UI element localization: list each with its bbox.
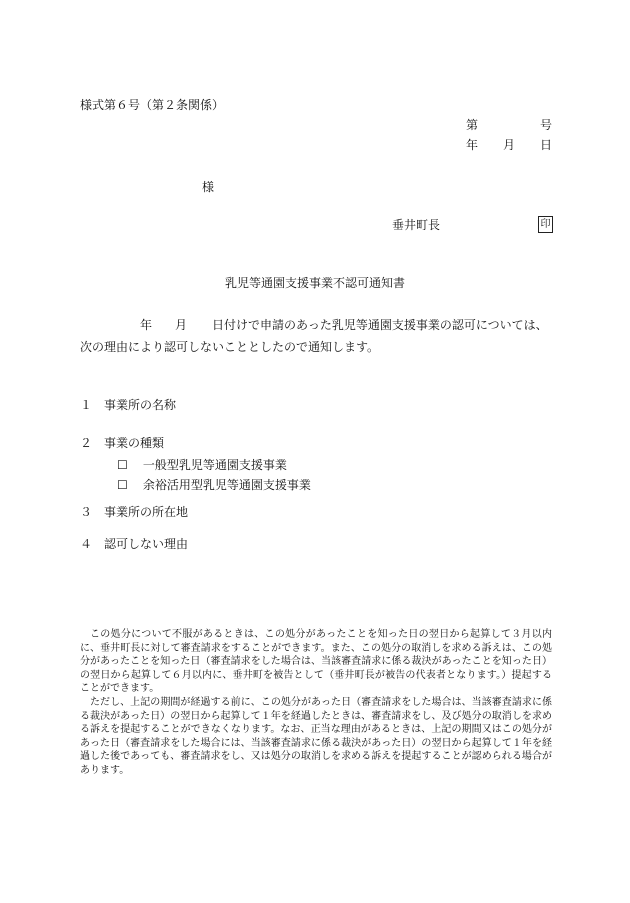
checkbox-icon[interactable]: ☐	[117, 458, 128, 472]
item-4-number: ４	[80, 537, 93, 551]
doc-number-go: 号	[540, 118, 553, 132]
body-year: 年	[140, 318, 153, 332]
notice-paragraph-2: ただし、上記の期間が経過する前に、この処分があった日（審査請求をした場合は、当該審査請求に係る裁決があった日）の翌日から起算して１年を経過したときは、審査請求をし、及び処分の取消しを求める訴えを提起することができなくなります。なお、正当な理由があるときは、上記の期間又はこの処分があった日（審査請求をした場合には、当該審査請求に係る裁決があった日）の翌日から起算して１年を経過した後であっても、審査請求をし、又は処分の取消しを求める訴えを提起することが認められる場合があります。	[80, 696, 552, 776]
item-2-number: ２	[80, 436, 93, 450]
form-number: 様式第６号（第２条関係）	[80, 98, 225, 112]
sender-name: 垂井町長	[392, 218, 441, 232]
item-1-label: 事業所の名称	[104, 398, 177, 412]
appeal-notice	[80, 628, 552, 778]
item-2-label: 事業の種類	[104, 436, 165, 450]
option-general	[117, 458, 287, 472]
document-title: 乳児等通園支援事業不認可通知書	[225, 276, 406, 290]
date-day: 日	[540, 138, 553, 152]
body-month: 月	[175, 318, 188, 332]
option-label: 余裕活用型乳児等通園支援事業	[142, 478, 311, 492]
item-3-number: ３	[80, 505, 93, 519]
option-label: 一般型乳児等通園支援事業	[142, 458, 287, 472]
checkbox-icon[interactable]: ☐	[117, 478, 128, 492]
date-year: 年	[466, 138, 479, 152]
date-month: 月	[503, 138, 516, 152]
doc-number-dai: 第	[466, 118, 479, 132]
addressee-honorific: 様	[202, 180, 215, 194]
seal-mark: 印	[538, 216, 553, 233]
item-1-number: １	[80, 398, 93, 412]
body-line2: 次の理由により認可しないこととしたので通知します。	[80, 340, 380, 354]
item-4-label: 認可しない理由	[104, 537, 189, 551]
notice-paragraph-1: この処分について不服があるときは、この処分があったことを知った日の翌日から起算して３月以内に、垂井町長に対して審査請求をすることができます。また、この処分の取消しを求める訴えは、この処分があったことを知った日（審査請求をした場合は、当該審査請求に係る裁決があったことを知った日）の翌日から起算して６月以内に、垂井町を被告として（垂井町長が被告の代表者となります。）提起することができます。	[80, 629, 552, 695]
option-surplus	[117, 478, 311, 492]
item-3-label: 事業所の所在地	[104, 505, 189, 519]
body-line1: 日付けで申請のあった乳児等通園支援事業の認可については、	[212, 318, 548, 332]
